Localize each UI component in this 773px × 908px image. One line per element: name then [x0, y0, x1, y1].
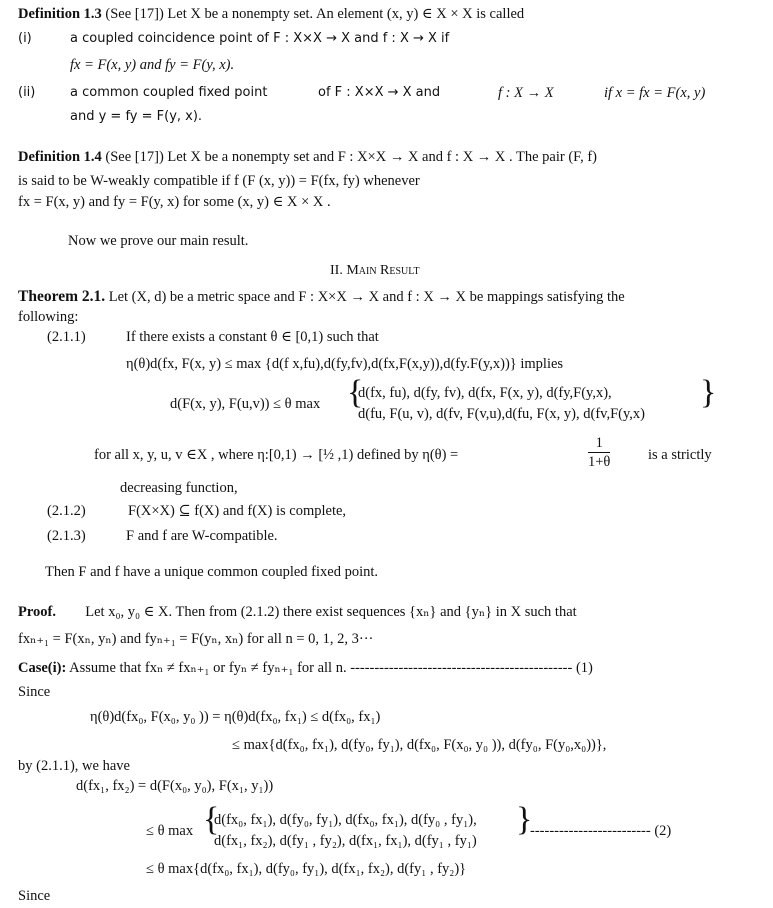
- by-text: by (2.1.1), we have: [18, 758, 130, 774]
- proof-line1: [18, 603, 577, 621]
- cond-211-label: (2.1.1): [47, 329, 86, 345]
- proof-eq1: η(θ)d(fx₀, F(x₀, y₀ )) = η(θ)d(fx₀, fx₁) ≤ d(fx₀, fx₁): [90, 709, 381, 725]
- proof-eq4-top: d(fx₀, fx₁), d(fy₀, fy₁), d(fx₀, fx₁), d(fy₀ , fy₁),: [214, 812, 477, 828]
- def14-text: (See [17]) Let X be a nonempty set and F : X×X → X and f : X → X . The pair (F, f): [105, 149, 597, 165]
- def14-line2: is said to be W-weakly compatible if f (F (x, y)) = F(fx, fy) whenever: [18, 173, 420, 189]
- eta-fraction-den: 1+θ: [588, 454, 611, 470]
- since-1: Since: [18, 684, 51, 700]
- def14-heading: Definition 1.4: [18, 149, 102, 165]
- def13-ii-text-c: f : X → X: [498, 85, 554, 101]
- cond-211-strictly: is a strictly: [648, 447, 712, 463]
- theorem-text: Let (X, d) be a metric space and F : X×X → X and f : X → X be mappings satisfying the: [108, 289, 625, 305]
- eta-fraction-num: 1: [588, 434, 610, 453]
- def13-ii-text-d: if x = fx = F(x, y): [604, 85, 706, 101]
- cond-212-text: F(X×X) ⊆ f(X) and f(X) is complete,: [128, 503, 347, 519]
- def13-text: (See [17]) Let X be a nonempty set. An element (x, y) ∈ X × X is called: [105, 6, 525, 22]
- def13-ii-text-a: a common coupled fixed point: [70, 85, 268, 100]
- proof-heading: Proof.: [18, 604, 56, 620]
- cond-211-eq1: η(θ)d(fx, F(x, y) ≤ max {d(f x,fu),d(fy,fv),d(fx,F(x,y)),d(fy.F(y,x))} implies: [126, 356, 564, 372]
- cond-211-decreasing: decreasing function,: [120, 480, 238, 496]
- theorem-heading: Theorem 2.1.: [18, 288, 106, 305]
- cond-213-text: F and f are W-compatible.: [126, 528, 278, 544]
- def14-line3: fx = F(x, y) and fy = F(y, x) for some (x, y) ∈ X × X .: [18, 194, 331, 210]
- right-brace: }: [700, 374, 717, 411]
- def13-ii-label: (ii): [18, 85, 36, 100]
- theorem-line1: [18, 288, 625, 306]
- proof-line2: fxₙ₊₁ = F(xₙ, yₙ) and fyₙ₊₁ = F(yₙ, xₙ) for all n = 0, 1, 2, 3···: [18, 631, 374, 647]
- cond-211-eq2-top: d(fx, fu), d(fy, fv), d(fx, F(x, y), d(fy,F(y,x),: [358, 385, 612, 401]
- left-brace-2: {: [203, 801, 220, 838]
- def13-line1: [18, 5, 524, 23]
- def13-ii-text-b: of F : X×X → X and: [318, 85, 441, 100]
- proof-eq3: d(fx₁, fx₂) = d(F(x₀, y₀), F(x₁, y₁)): [76, 778, 274, 794]
- def13-heading: Definition 1.3: [18, 6, 102, 22]
- proof-eq4-bot: d(fx₁, fx₂), d(fy₁ , fy₂), d(fx₁, fx₁), d(fy₁ , fy₁): [214, 833, 477, 849]
- section-heading: II. Main Result: [330, 263, 420, 278]
- cond-211-eq2-bot: d(fu, F(u, v), d(fv, F(v,u),d(fu, F(x, y), d(fv,F(y,x): [358, 406, 645, 422]
- cond-211-forall: for all x, y, u, v ∈X , where η:[0,1) → [½ ,1) defined by η(θ) =: [94, 447, 459, 463]
- def13-i-label: (i): [18, 31, 32, 46]
- left-brace: {: [347, 374, 364, 411]
- cond-213-label: (2.1.3): [47, 528, 86, 544]
- def14-line1: [18, 148, 597, 166]
- cond-211-text: If there exists a constant θ ∈ [0,1) such that: [126, 329, 379, 345]
- theorem-line2: following:: [18, 309, 79, 325]
- case-line: [18, 659, 593, 677]
- case-text: Assume that fxₙ ≠ fxₙ₊₁ or fyₙ ≠ fyₙ₊₁ for all n. ---------------------------------------------- (1): [69, 660, 593, 676]
- proof-eq4-tag: ------------------------- (2): [530, 823, 672, 839]
- proof-eq5: ≤ θ max{d(fx₀, fx₁), d(fy₀, fy₁), d(fx₁, fx₂), d(fy₁ , fy₂)}: [146, 861, 467, 877]
- case-heading: Case(i):: [18, 660, 67, 676]
- def13-ii-text-2: and y = fy = F(y, x).: [70, 109, 203, 124]
- proof-text: Let x₀, y₀ ∈ X. Then from (2.1.2) there exist sequences {xₙ} and {yₙ} in X such that: [85, 604, 577, 620]
- def13-i-eq: fx = F(x, y) and fy = F(y, x).: [70, 57, 235, 73]
- def13-i-text: a coupled coincidence point of F : X×X → X and f : X → X if: [70, 31, 450, 46]
- eta-fraction: [588, 434, 610, 471]
- right-brace-2: }: [516, 801, 533, 838]
- theorem-conclusion: Then F and f have a unique common coupled fixed point.: [45, 564, 379, 580]
- proof-eq2: ≤ max{d(fx₀, fx₁), d(fy₀, fy₁), d(fx₀, F(x₀, y₀ )), d(fy₀, F(y₀,x₀))},: [232, 737, 607, 753]
- since-2: Since: [18, 888, 51, 904]
- cond-212-label: (2.1.2): [47, 503, 86, 519]
- proof-eq4-lhs: ≤ θ max: [146, 823, 194, 839]
- cond-211-eq2-lhs: d(F(x, y), F(u,v)) ≤ θ max: [170, 396, 321, 412]
- intro-text: Now we prove our main result.: [68, 233, 249, 249]
